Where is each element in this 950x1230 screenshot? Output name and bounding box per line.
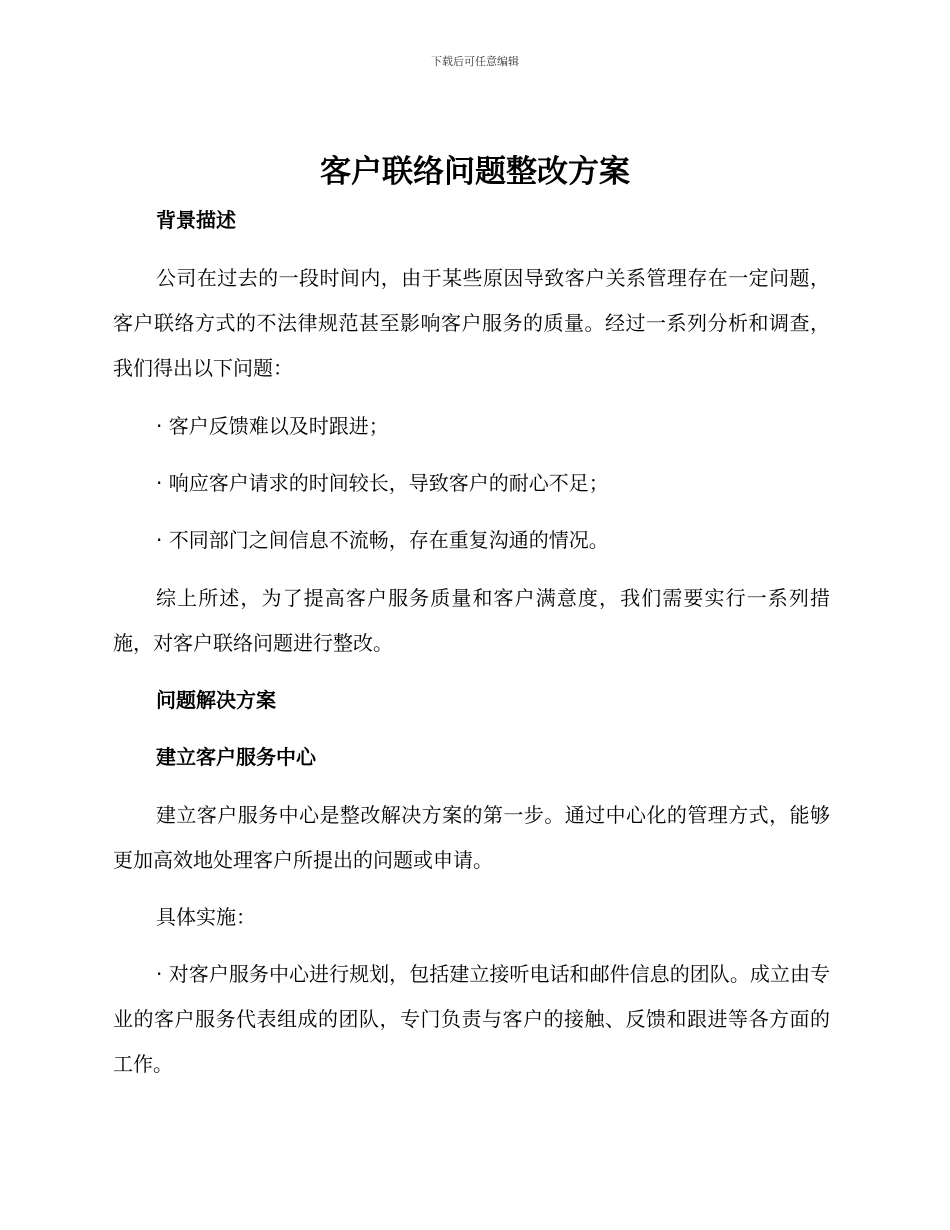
document-title: 客户联络问题整改方案	[320, 154, 630, 190]
section-heading-service-center: 建立客户服务中心	[156, 745, 316, 769]
bullet-item-communication: · 不同部门之间信息不流畅，存在重复沟通的情况。	[156, 528, 609, 552]
paragraph-summary: 综上所述，为了提高客户服务质量和客户满意度，我们需要实行一系列措施，对客户联络问题进行整改。	[113, 586, 830, 655]
bullet-item-response-time: · 响应客户请求的时间较长，导致客户的耐心不足；	[156, 471, 609, 495]
section-heading-solution: 问题解决方案	[156, 688, 276, 712]
paragraph-implementation-label: 具体实施：	[156, 905, 256, 929]
paragraph-service-center: 建立客户服务中心是整改解决方案的第一步。通过中心化的管理方式，能够更加高效地处理客户所提出的问题或申请。	[113, 803, 830, 872]
header-note: 下载后可任意编辑	[431, 55, 519, 68]
bullet-item-feedback: · 客户反馈难以及时跟进；	[156, 414, 389, 438]
paragraph-plan: · 对客户服务中心进行规划，包括建立接听电话和邮件信息的团队。成立由专业的客户服务代表组成的团队，专门负责与客户的接触、反馈和跟进等各方面的工作。	[113, 962, 830, 1076]
section-heading-background: 背景描述	[156, 208, 236, 232]
paragraph-background: 公司在过去的一段时间内，由于某些原因导致客户关系管理存在一定问题，客户联络方式的不法律规范甚至影响客户服务的质量。经过一系列分析和调查，我们得出以下问题：	[113, 266, 830, 380]
